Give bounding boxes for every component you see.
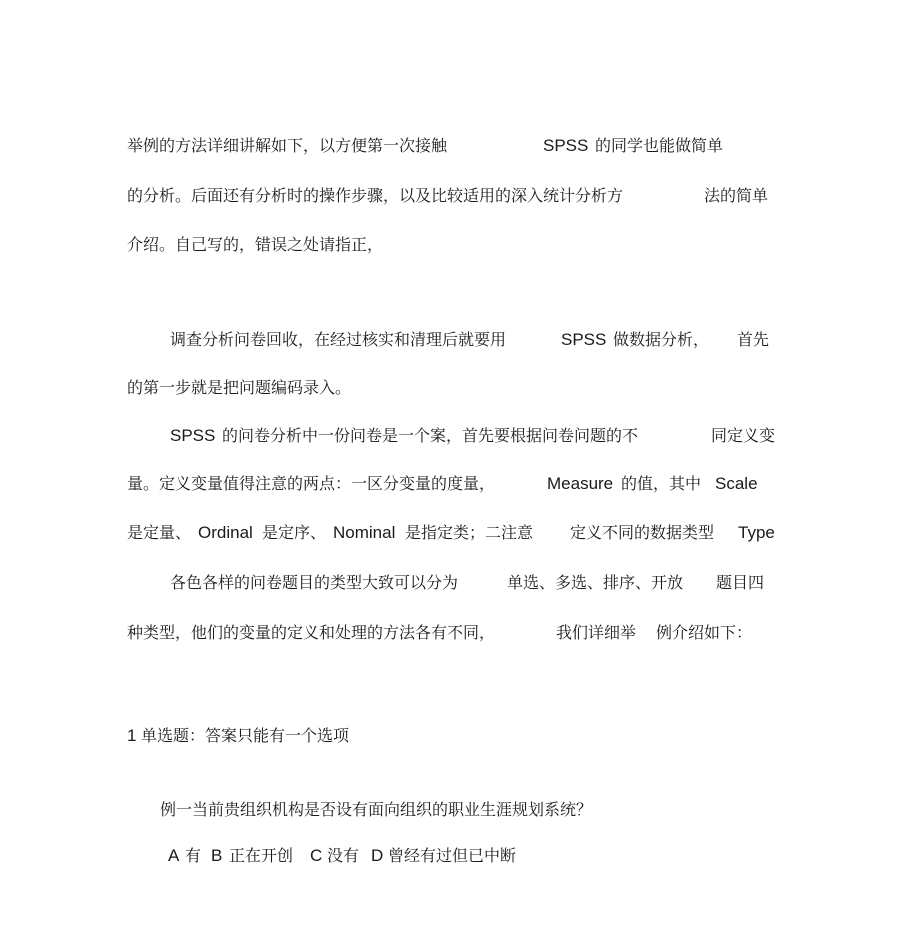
para3-text: 我们详细举 bbox=[556, 623, 637, 642]
para2-text: 是指定类；二注意 bbox=[405, 523, 534, 542]
intro-text: 举例的方法详细讲解如下，以方便第一次接触 bbox=[127, 136, 448, 155]
para3-text: 种类型，他们的变量的定义和处理的方法各有不同， bbox=[127, 623, 496, 642]
option-b-letter: B bbox=[211, 846, 223, 865]
option-d-text: 曾经有过但已中断 bbox=[388, 846, 517, 865]
question-text: 例一当前贵组织机构是否设有面向组织的职业生涯规划系统？ bbox=[160, 800, 593, 819]
para3-text: 单选、多选、排序、开放 bbox=[507, 573, 684, 592]
type-term: Type bbox=[738, 523, 775, 542]
intro-text: 的分析。后面还有分析时的操作步骤，以及比较适用的深入统计分析方 bbox=[127, 186, 624, 205]
para3-text: 题目四 bbox=[716, 573, 765, 592]
option-c-text: 没有 bbox=[327, 846, 360, 865]
nominal-term: Nominal bbox=[333, 523, 396, 542]
para1-text: 的第一步就是把问题编码录入。 bbox=[127, 378, 352, 397]
spss-term: SPSS bbox=[561, 330, 607, 349]
section-number: 1 bbox=[127, 726, 137, 745]
para1-text: 首先 bbox=[737, 330, 770, 349]
intro-text: 介绍。自己写的，错误之处请指正， bbox=[127, 235, 384, 254]
ordinal-term: Ordinal bbox=[198, 523, 253, 542]
para2-text: 量。定义变量值得注意的两点：一区分变量的度量， bbox=[127, 474, 496, 493]
para1-text: 调查分析问卷回收，在经过核实和清理后就要用 bbox=[170, 330, 507, 349]
option-d-letter: D bbox=[371, 846, 384, 865]
para2-text: 定义不同的数据类型 bbox=[570, 523, 715, 542]
option-b-text: 正在开创 bbox=[229, 846, 294, 865]
intro-text: 的同学也能做简单 bbox=[595, 136, 724, 155]
para2-text: 同定义变 bbox=[711, 426, 776, 445]
spss-term: SPSS bbox=[543, 136, 589, 155]
para3-text: 例介绍如下： bbox=[656, 623, 753, 642]
para2-text: 是定量、 bbox=[127, 523, 192, 542]
section-title: 单选题：答案只能有一个选项 bbox=[141, 726, 350, 745]
spss-term: SPSS bbox=[170, 426, 216, 445]
para1-text: 做数据分析， bbox=[613, 330, 710, 349]
intro-text: 法的简单 bbox=[704, 186, 769, 205]
para2-text: 是定序、 bbox=[262, 523, 327, 542]
para2-text: 的问卷分析中一份问卷是一个案，首先要根据问卷问题的不 bbox=[222, 426, 639, 445]
para2-text: 的值，其中 bbox=[621, 474, 702, 493]
para3-text: 各色各样的问卷题目的类型大致可以分为 bbox=[170, 573, 459, 592]
measure-term: Measure bbox=[547, 474, 614, 493]
scale-term: Scale bbox=[715, 474, 758, 493]
option-c-letter: C bbox=[310, 846, 323, 865]
option-a-text: 有 bbox=[185, 846, 202, 865]
option-a-letter: A bbox=[168, 846, 180, 865]
